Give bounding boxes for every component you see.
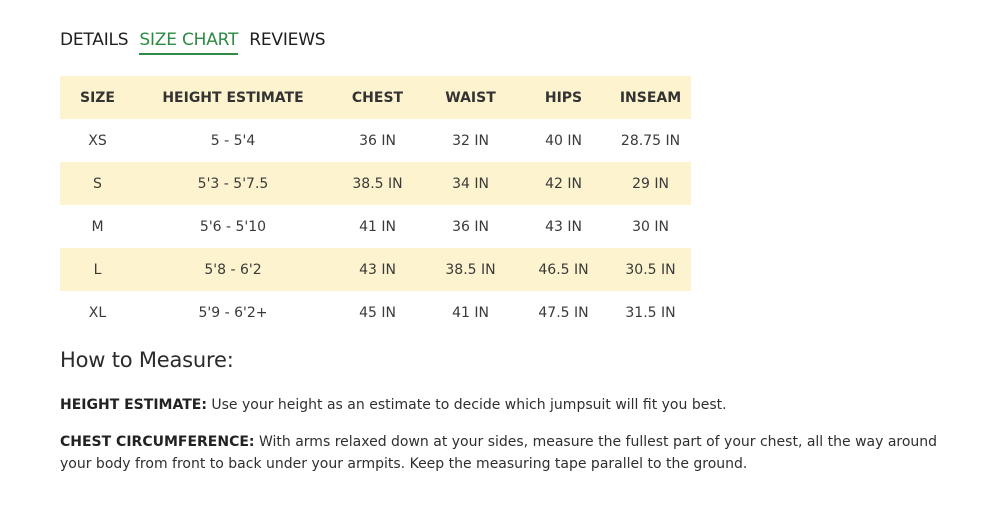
size-chart-table (60, 76, 691, 334)
chest-circumference-paragraph (60, 431, 970, 475)
table-row (60, 205, 691, 248)
cell-chest: 43 IN (359, 261, 396, 278)
height-estimate-text: Use your height as an estimate to decide which jumpsuit will fit you best. (206, 397, 727, 413)
tab-details[interactable]: DETAILS (60, 30, 129, 50)
chest-circumference-text: With arms relaxed down at your sides, measure the fullest part of your chest, all the way around your body from front to back under your armpits. Keep the measuring tape parallel to the ground. (60, 434, 938, 472)
table-row (60, 119, 691, 162)
header-height-estimate: HEIGHT ESTIMATE (162, 89, 304, 106)
cell-chest: 38.5 IN (352, 175, 403, 192)
cell-inseam: 31.5 IN (625, 304, 676, 321)
table-row (60, 162, 691, 205)
cell-inseam: 29 IN (632, 175, 669, 192)
cell-hips: 47.5 IN (538, 304, 589, 321)
how-to-measure-heading: How to Measure: (60, 348, 234, 372)
cell-waist: 34 IN (452, 175, 489, 192)
cell-inseam: 28.75 IN (620, 132, 681, 149)
cell-waist: 38.5 IN (445, 261, 496, 278)
header-waist: WAIST (445, 89, 496, 106)
cell-hips: 43 IN (545, 218, 582, 235)
product-tabs (60, 30, 325, 55)
height-estimate-paragraph (60, 394, 970, 416)
table-row (60, 248, 691, 291)
header-size: SIZE (79, 89, 115, 106)
cell-waist: 41 IN (452, 304, 489, 321)
cell-size: XS (88, 132, 107, 149)
header-hips: HIPS (544, 89, 583, 106)
cell-inseam: 30 IN (632, 218, 669, 235)
header-inseam: INSEAM (619, 89, 682, 106)
cell-size: L (93, 261, 102, 278)
cell-chest: 36 IN (359, 132, 396, 149)
table-row (60, 291, 691, 334)
cell-height: 5 - 5'4 (210, 132, 256, 149)
cell-inseam: 30.5 IN (625, 261, 676, 278)
cell-hips: 46.5 IN (538, 261, 589, 278)
cell-waist: 36 IN (452, 218, 489, 235)
cell-size: M (91, 218, 104, 235)
cell-chest: 41 IN (359, 218, 396, 235)
cell-height: 5'8 - 6'2 (204, 261, 262, 278)
cell-height: 5'9 - 6'2+ (198, 304, 268, 321)
tab-size-chart[interactable]: SIZE CHART (139, 30, 238, 55)
tab-reviews[interactable]: REVIEWS (249, 30, 326, 50)
cell-waist: 32 IN (452, 132, 489, 149)
cell-height: 5'3 - 5'7.5 (197, 175, 269, 192)
table-header-row (60, 76, 691, 119)
cell-height: 5'6 - 5'10 (199, 218, 267, 235)
cell-hips: 40 IN (545, 132, 582, 149)
header-chest: CHEST (351, 89, 404, 106)
height-estimate-label: HEIGHT ESTIMATE: (60, 397, 207, 413)
cell-size: S (93, 175, 102, 192)
cell-size: XL (88, 304, 107, 321)
cell-hips: 42 IN (545, 175, 582, 192)
chest-circumference-label: CHEST CIRCUMFERENCE: (60, 434, 255, 450)
cell-chest: 45 IN (359, 304, 396, 321)
